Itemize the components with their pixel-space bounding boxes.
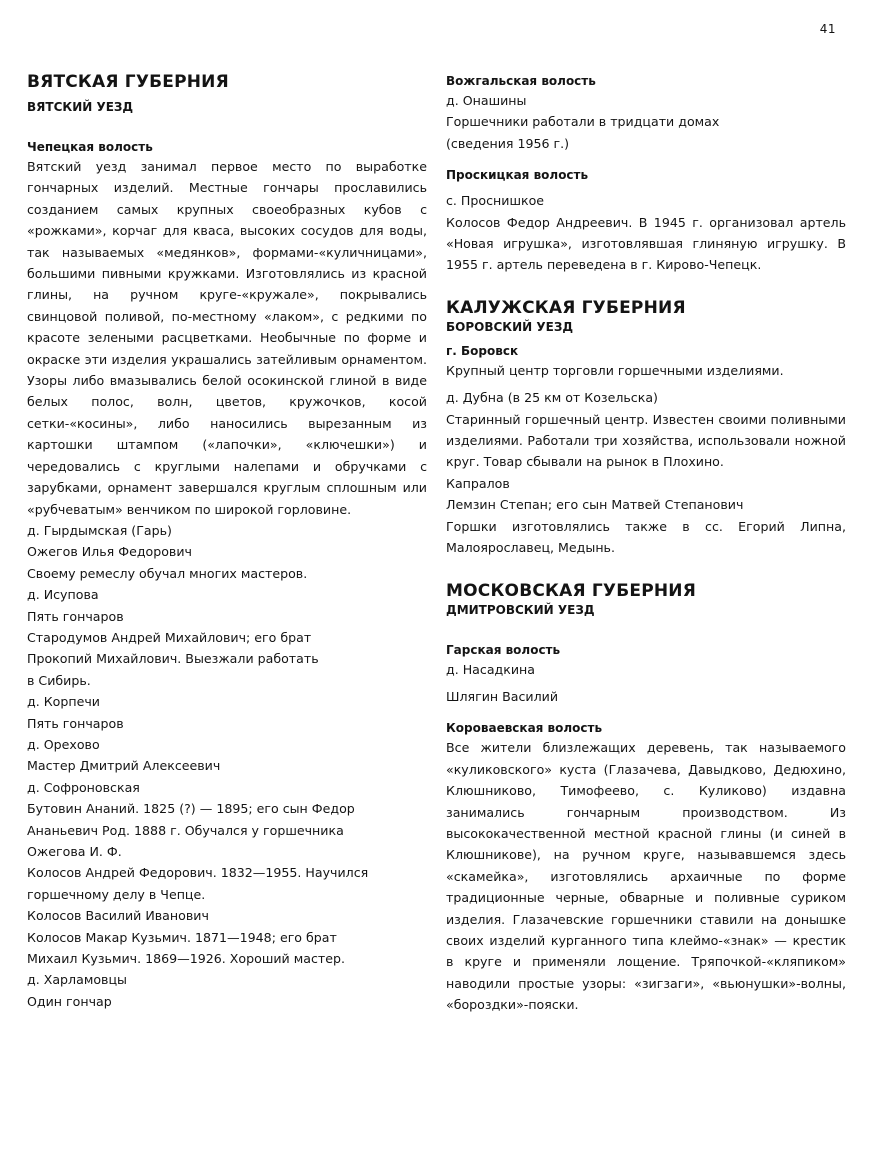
village-orekhovo: д. Орехово [27, 736, 100, 752]
entry-line: Горшечники работали в тридцати домах [446, 114, 720, 130]
entry-line: Пять гончаров [27, 715, 124, 731]
village-gyrdymskaya: д. Гырдымская (Гарь) [27, 522, 172, 538]
right-column [446, 72, 846, 1016]
village-kharlamovtsy: д. Харламовцы [27, 972, 127, 988]
entry-line: Бутовин Ананий. 1825 (?) — 1895; его сын Федор [27, 801, 355, 817]
province-heading-vyatka: ВЯТСКАЯ ГУБЕРНИЯ [27, 72, 229, 92]
district-heading-borovsk: БОРОВСКИЙ УЕЗД [446, 319, 574, 334]
entry-line: Крупный центр торговли горшечными изделиями. [446, 362, 784, 378]
entry-line: Мастер Дмитрий Алексеевич [27, 758, 221, 774]
left-column [27, 72, 427, 1012]
entry-line: Колосов Василий Иванович [27, 908, 209, 924]
village-dubna: д. Дубна (в 25 км от Козельска) [446, 390, 658, 406]
village-nasadkina: д. Насадкина [446, 661, 535, 677]
volost-heading-chepetskaya: Чепецкая волость [27, 140, 153, 154]
entry-line: в Сибирь. [27, 672, 91, 688]
entry-line: (сведения 1956 г.) [446, 135, 570, 151]
entry-line: Ожегова И. Ф. [27, 844, 122, 859]
entry-line: Ожегов Илья Федорович [27, 544, 192, 560]
town-heading-borovsk: г. Боровск [446, 343, 519, 358]
entry-paragraph: Все жители близлежащих деревень, так называемого «куликовского» куста (Глазачева, Давыдково, Дедюхино, Клюшниково, Тимофеево, с. Куликово) издавна занимались гончарным производством. Из высококачественной местной красной глины (и синей в Клюшникове), на ручном круге, называвшемся здесь «скамейка», изготовлялись архаичные по форме традиционные черные, обварные и поливные суриком изделия. Глазачевские горшечники ставили на донышке своих изделий курганного типа клеймо-«знак» — крестик в круге и применяли лощение. Тряпочкой-«кляпиком» наводили простые узоры: «зигзаги», «вьюнушки»-волны, «бороздки»-пояски. [446, 740, 846, 1013]
village-sofronovskaya: д. Софроновская [27, 779, 140, 795]
entry-line: Шлягин Василий [446, 688, 559, 704]
page-number: 41 [819, 22, 836, 36]
volost-heading-garskaya: Гарская волость [446, 642, 561, 657]
village-korpechi: д. Корпечи [27, 694, 100, 710]
entry-line: Ананьевич Род. 1888 г. Обучался у горшечника [27, 822, 344, 838]
entry-paragraph: Старинный горшечный центр. Известен своими поливными изделиями. Работали три хозяйства, использовали ножной круг. Товар сбывали на рынок в Плохино. [446, 411, 846, 470]
volost-heading-proskitskaya: Проскицкая волость [446, 168, 589, 183]
entry-line: Колосов Макар Кузьмич. 1871—1948; его брат [27, 929, 337, 945]
village-onashiny: д. Онашины [446, 93, 527, 108]
district-heading-vyatka: ВЯТСКИЙ УЕЗД [27, 100, 134, 114]
entry-line: Колосов Андрей Федорович. 1832—1955. Научился [27, 865, 369, 881]
village-prosnishkoe: с. Проснишкое [446, 193, 545, 209]
entry-line: Пять гончаров [27, 608, 124, 624]
village-isupova: д. Исупова [27, 587, 99, 603]
province-heading-moscow: МОСКОВСКАЯ ГУБЕРНИЯ [446, 580, 697, 601]
entry-line: Один гончар [27, 993, 112, 1009]
entry-line: Прокопий Михайлович. Выезжали работать [27, 651, 319, 667]
volost-heading-korovaevskaya: Короваевская волость [446, 721, 603, 736]
entry-paragraph: Колосов Федор Андреевич. В 1945 г. организовал артель «Новая игрушка», изготовлявшая глиняную игрушку. В 1955 г. артель переведена в г. Кирово-Чепецк. [446, 214, 846, 273]
entry-line: Михаил Кузьмич. 1869—1926. Хороший мастер. [27, 951, 345, 967]
entry-line: горшечному делу в Чепце. [27, 886, 206, 902]
district-heading-dmitrov: ДМИТРОВСКИЙ УЕЗД [446, 602, 595, 617]
intro-paragraph: Вятский уезд занимал первое место по выработке гончарных изделий. Местные гончары прославились созданием самых крупных своеобразных кубов с «рожками», корчаг для кваса, высоких сосудов для воды, так называемых «медянков», формами-«куличницами», большими пивными кружками. Изготовлялись из красной глины, на ручном круге-«кружале», покрывались свинцовой поливой, по-местному «лаком», с редкими по красоте зелеными расцветками. Необычные по форме и окраске эти изделия украшались затейливым орнаментом. Узоры либо вмазывались белой осокинской глиной в виде белых полос, волн, цветов, кружочков, косой сетки-«косины», либо наносились вырезанным из картошки штампом («лапочки», «ключешки») и чередовались с круглыми налепами и обручками с зарубками, орнамент завершался круглым сплошным или «рубчеватым» венчиком по широкой горловине. [27, 159, 427, 517]
volost-heading-vozhgalskaya: Вожгальская волость [446, 74, 596, 88]
province-heading-kaluga: КАЛУЖСКАЯ ГУБЕРНИЯ [446, 297, 686, 318]
entry-line: Капралов [446, 475, 510, 491]
entry-line: Лемзин Степан; его сын Матвей Степанович [446, 497, 744, 513]
entry-line: Стародумов Андрей Михайлович; его брат [27, 629, 312, 645]
entry-line: Своему ремеслу обучал многих мастеров. [27, 565, 308, 581]
entry-paragraph: Горшки изготовлялись также в сс. Егорий Липна, Малоярославец, Медынь. [446, 518, 846, 556]
